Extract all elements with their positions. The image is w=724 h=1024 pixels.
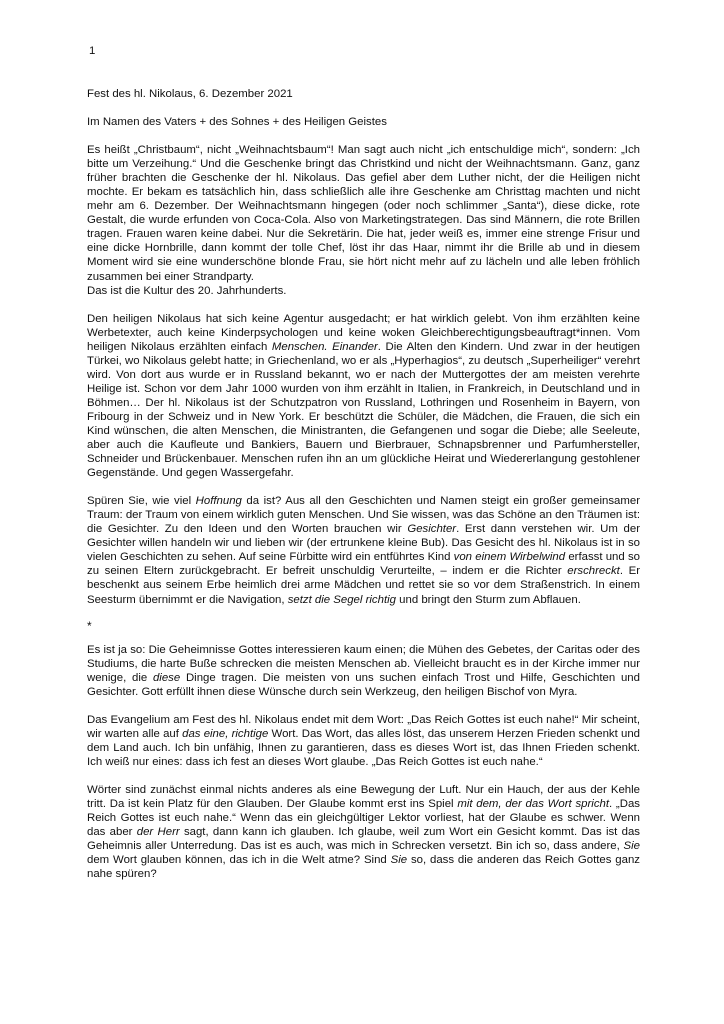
paragraph-4: Es ist ja so: Die Geheimnisse Gottes interessieren kaum einen; die Mühen des Gebetes, der Caritas oder des Studiums, die harte Buße schrecken die meisten Menschen ab. Vielleicht braucht es in der Kirche immer nur wenige, die diese Dinge tragen. Die meisten von uns suchen einfach Trost und Hilfe, Geschichten und Gesichter. Gott erfüllt ihnen diese Wünsche durch sein Werkzeug, den heiligen Bischof von Myra. (87, 643, 640, 698)
page-number: 1 (89, 45, 96, 57)
paragraph-1: Es heißt „Christbaum“, nicht „Weihnachtsbaum“! Man sagt auch nicht „ich entschuldige mich“, sondern: „Ich bitte um Verzeihung.“ Und die Geschenke bringt das Christkind und nicht der Weihnachtsmann. Ganz, ganz früher brachten die Geschenke der hl. Nikolaus. Das gefiel aber dem Luther nicht, der die Heiligen nicht mochte. Er bekam es tatsächlich hin, dass schließlich alle ihre Geschenke am Christtag machten und nicht mehr am 6. Dezember. Der Weihnachtsmann hingegen (oder noch schlimmer „Santa“), diese dicke, rote Gestalt, die wurde erfunden von Coca-Cola. Also von Marketingstrategen. Das sind Männern, die rote Brillen tragen. Frauen waren keine dabei. Nur die Sekretärin. Die hat, jeder weiß es, immer eine strenge Frisur und eine dicke Hornbrille, dann kommt der tolle Chef, löst ihr das Haar, nimmt ihr die Brille ab und in diesem Moment wird sie eine wunderschöne blonde Frau, sie hört nicht mehr auf zu lächeln und alle leben fröhlich zusammen bei einer Strandparty. (87, 144, 640, 283)
paragraph-2: Den heiligen Nikolaus hat sich keine Agentur ausgedacht; er hat wirklich gelebt. Von ihm erzählten keine Werbetexter, auch keine Kinderpsychologen und keine woken Gleichberechtigungsbeauftragt*innen. Vom heiligen Nikolaus erzählten einfach Menschen. Einander. Die Alten den Kindern. Und zwar in der heutigen Türkei, wo Nikolaus gelebt hatte; in Griechenland, wo er als „Hyperhagios“, zu deutsch „Superheiliger“ verehrt wird. Von dort aus wurde er in Russland bekannt, wo er nach der Muttergottes der am meisten verehrte Heilige ist. Schon vor dem Jahr 1000 wurden von ihm erzählt in Italien, in Frankreich, in Deutschland und in Böhmen… Der hl. Nikolaus ist der Schutzpatron von Russland, Lothringen und Rosenheim in Bayern, von Fribourg in der Schweiz und in New York. Er beschützt die Schüler, die Mädchen, die Frauen, die sich ein Kind wünschen, die alten Menschen, die Ministranten, die Gefangenen und sogar die Diebe; alle Seeleute, aber auch die Kaufleute und Bankiers, Bauern und Bierbrauer, Schnapsbrenner und Parfumhersteller, Schneider und Brückenbauer. Menschen rufen ihn an um glückliche Heirat und Wiedererlangung gestohlener Gegenstände. Und gegen Wassergefahr. (87, 312, 641, 480)
emphasis: diese (152, 671, 181, 684)
paragraph-6: Wörter sind zunächst einmal nichts anderes als eine Bewegung der Luft. Nur ein Hauch, der aus der Kehle tritt. Da ist kein Platz für den Glauben. Der Glaube kommt erst ins Spiel mit dem, der das Wort spricht. „Das Reich Gottes ist euch nahe.“ Wenn das ein gleichgültiger Lektor vorliest, hat der Glaube es schwer. Wenn das aber der Herr sagt, dann kann ich glauben. Ich glaube, weil zum Wort ein Gesicht kommt. Das ist das Geheimnis aller Unterredung. Das ist es auch, was mich in Schrecken versetzt. Bin ich so, dass andere, Sie dem Wort glauben können, das ich in die Welt atme? Sind Sie so, dass die anderen das Reich Gottes ganz nahe spüren? (87, 783, 640, 881)
sermon-body (87, 87, 640, 881)
sermon-title: Fest des hl. Nikolaus, 6. Dezember 2021 (87, 88, 293, 100)
emphasis: Sie (623, 840, 640, 853)
section-separator: * (87, 618, 92, 633)
emphasis: Menschen. Einander (271, 340, 378, 353)
emphasis: das eine, richtige (182, 727, 269, 740)
emphasis: Hoffnung (195, 495, 242, 508)
emphasis: erschreckt (567, 565, 620, 578)
paragraph-1-closing-line: Das ist die Kultur des 20. Jahrhunderts. (87, 284, 287, 297)
paragraph-5: Das Evangelium am Fest des hl. Nikolaus endet mit dem Wort: „Das Reich Gottes ist euch nahe!“ Mir scheint, wir warten alle auf das eine, richtige Wort. Das Wort, das alles löst, das unserem Herzen Frieden schenkt und dem Land auch. Ich bin unfähig, Ihnen zu garantieren, dass es dieses Wort ist, das Ihnen Frieden schenkt. Ich weiß nur eines: dass ich fest an dieses Wort glaube. „Das Reich Gottes ist euch nahe.“ (87, 713, 640, 768)
emphasis: von einem Wirbelwind (453, 551, 566, 564)
emphasis: mit dem, der das Wort spricht (457, 798, 610, 811)
emphasis: Gesichter (407, 523, 457, 536)
emphasis: der Herr (136, 826, 180, 839)
emphasis: setzt die Segel richtig (287, 593, 396, 606)
invocation: Im Namen des Vaters + des Sohnes + des Heiligen Geistes (87, 116, 387, 129)
paragraph-3: Spüren Sie, wie viel Hoffnung da ist? Aus all den Geschichten und Namen steigt ein großer gemeinsamer Traum: der Traum von einem wirklich guten Menschen. Und Sie wissen, was das Schöne an den Träumen ist: die Gesichter. Zu den Ideen und den Worten brauchen wir Gesichter. Erst dann verstehen wir. Um der Gesichter willen handeln wir und lieben wir (der ertrunkene kleine Bub). Das Gesicht des hl. Nikolaus ist in so vielen Geschichten zu sehen. Auf seine Fürbitte wird ein entführtes Kind von einem Wirbelwind erfasst und so zu seinen Eltern zurückgebracht. Er befreit unschuldig Verurteilte, – indem er die Richter erschreckt. Er beschenkt aus seinem Erbe heimlich drei arme Mädchen und rettet sie so vor dem Straßenstrich. In einem Seesturm übernimmt er die Navigation, setzt die Segel richtig und bringt den Sturm zum Abflauen. (87, 495, 641, 606)
emphasis: Sie (390, 854, 408, 867)
